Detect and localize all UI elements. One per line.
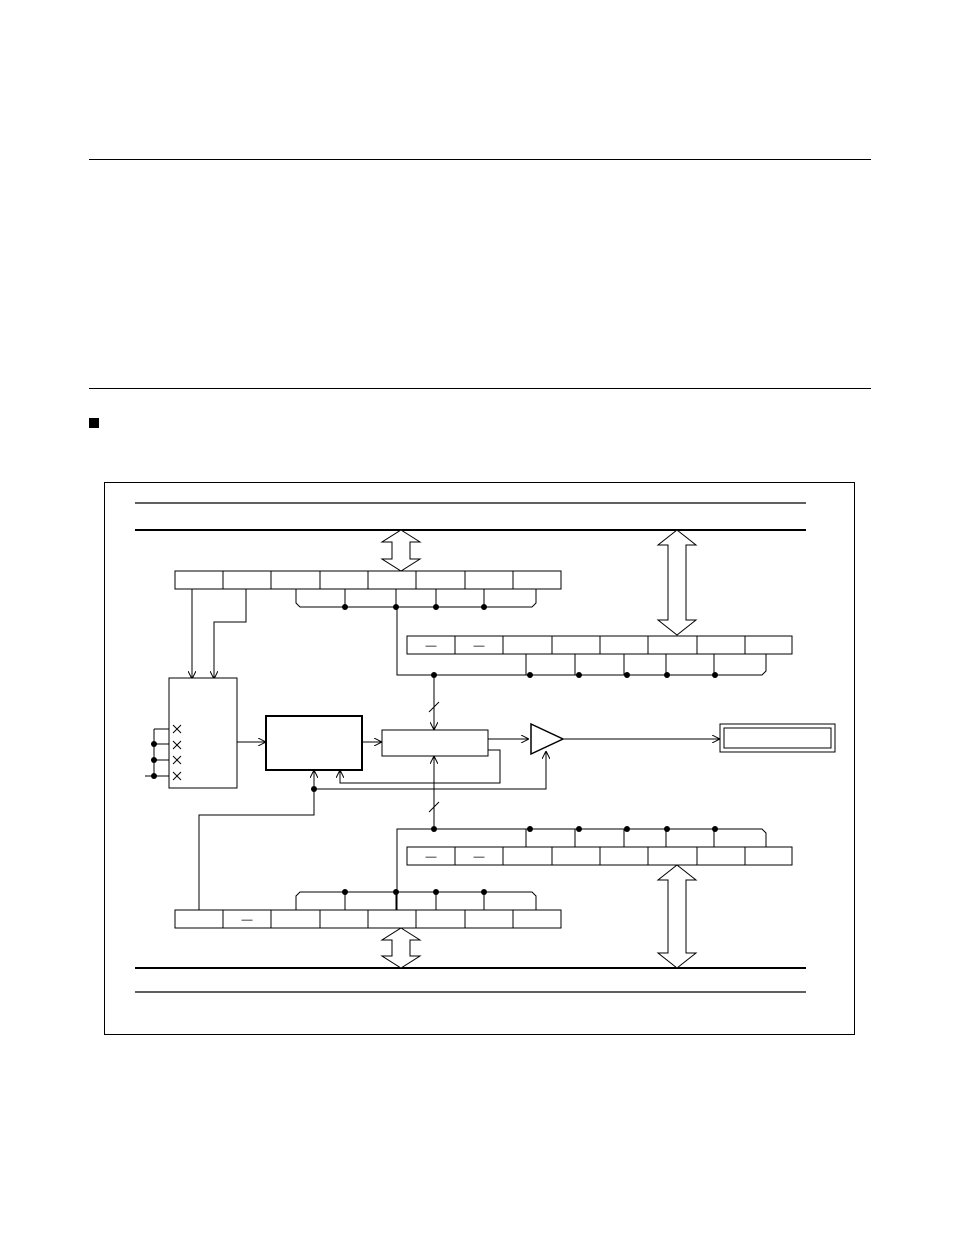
junction-dot (151, 741, 157, 747)
bottom-register (175, 910, 561, 928)
junction-dot (664, 826, 670, 832)
junction-dot (481, 604, 487, 610)
junction-dot (624, 826, 630, 832)
top-register-bit-bracket (296, 589, 536, 607)
analog-input-lines (145, 729, 169, 776)
lower-right-register-bracket (397, 829, 766, 910)
bottom-register-bit-bracket (296, 892, 536, 910)
bus-arrow-bottom-left (382, 928, 420, 968)
lower-right-register (407, 847, 792, 865)
junction-dot (433, 604, 439, 610)
junction-dot (624, 672, 630, 678)
output-pin-inner (724, 728, 831, 748)
junction-dot (712, 826, 718, 832)
junction-dot (342, 889, 348, 895)
junction-dot (433, 889, 439, 895)
enable-line-from-bottom-register (199, 789, 314, 910)
junction-dot (664, 672, 670, 678)
bus-arrow-top-right (658, 530, 696, 635)
junction-dot (393, 889, 399, 895)
lower-right-reg-bit-6: — (473, 851, 485, 863)
bottom-reg-bit-6: — (241, 914, 253, 926)
junction-dot (342, 604, 348, 610)
junction-dot (481, 889, 487, 895)
upper-right-reg-bit-6: — (473, 640, 485, 652)
comparator-block (382, 730, 488, 756)
bus-arrow-bottom-right (658, 865, 696, 968)
junction-dot (431, 826, 437, 832)
top-register-bit-links (345, 589, 484, 607)
input-selector-block (169, 678, 237, 788)
bus-arrow-top-left (382, 530, 420, 571)
lower-right-reg-bit-7: — (425, 851, 437, 863)
select-line-2 (214, 589, 246, 678)
upper-right-register (407, 636, 792, 654)
junction-dot (393, 604, 399, 610)
upper-right-reg-bit-7: — (425, 640, 437, 652)
main-block (266, 716, 362, 770)
junction-dot (576, 826, 582, 832)
junction-dot (527, 826, 533, 832)
junction-dot (576, 672, 582, 678)
top-register (175, 571, 561, 589)
output-buffer-triangle (531, 724, 563, 754)
junction-dot (712, 672, 718, 678)
junction-dot (527, 672, 533, 678)
junction-dot (151, 757, 157, 763)
junction-dot (151, 773, 157, 779)
